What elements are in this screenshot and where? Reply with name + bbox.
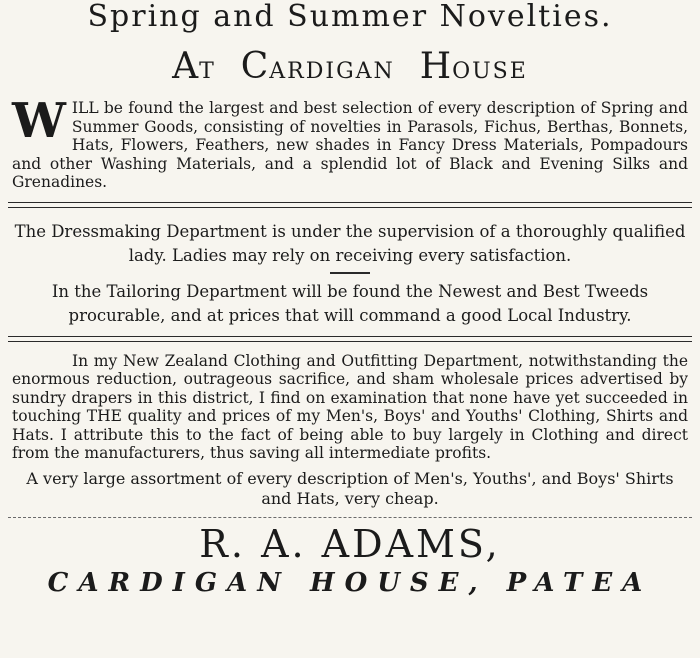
- headline: Spring and Summer Novelties.: [87, 0, 613, 34]
- offer-section: [8, 469, 692, 509]
- intro-text: ILL be found the largest and best selection of every description of Spring and Summer Goods, consisting of novelties in Parasols, Fichus, Berthas, Bonnets, Hats, Flowers, Feathers, new shades in Fancy Dress Materials, Pompadours and other Washing Materials, and a splendid lot of Black and Evening Silks and Grenadines.: [12, 99, 688, 191]
- offer-text: A very large assortment of every description of Men's, Youths', and Boys' Shirts and Hats, very cheap.: [26, 468, 674, 508]
- merchant-location: CARDIGAN HOUSE, PATEA: [47, 567, 653, 598]
- heading-letters-ouse: OUSE: [452, 59, 528, 84]
- clothing-section: [8, 352, 692, 463]
- heading-letters-t: T: [199, 59, 216, 84]
- double-rule-divider: [8, 202, 692, 208]
- tailoring-section: [8, 280, 692, 328]
- heading-letter-c: C: [240, 46, 270, 87]
- dashed-rule-divider: [8, 517, 692, 518]
- heading-letters-ardigan: ARDIGAN: [269, 59, 395, 84]
- intro-paragraph: [8, 93, 692, 192]
- dressmaking-text: The Dressmaking Department is under the supervision of a thoroughly qualified lady. Ladies may rely on receiving every satisfaction.: [14, 221, 686, 265]
- merchant-name: R. A. ADAMS,: [199, 521, 501, 566]
- dressmaking-section: [8, 220, 692, 268]
- clothing-text: In my New Zealand Clothing and Outfitting Department, notwithstanding the enormous reduction, outrageous sacrifice, and sham wholesale prices advertised by sundry drapers in this district, I find on examination that none have yet succeeded in touching THE quality and prices of my Men's, Boys' and Youths' Clothing, Shirts and Hats. I attribute this to the fact of being able to buy largely in Clothing and direct from the manufacturers, thus saving all intermediate profits.: [12, 351, 688, 462]
- heading-letter-a: A: [172, 46, 200, 87]
- drop-cap: W: [12, 93, 66, 149]
- short-rule-divider: [330, 272, 370, 274]
- store-name-heading: [8, 46, 692, 93]
- tailoring-text: In the Tailoring Department will be found the Newest and Best Tweeds procurable, and at prices that will command a good Local Industry.: [51, 281, 649, 325]
- heading-letter-h: H: [419, 46, 453, 87]
- double-rule-divider-2: [8, 336, 692, 342]
